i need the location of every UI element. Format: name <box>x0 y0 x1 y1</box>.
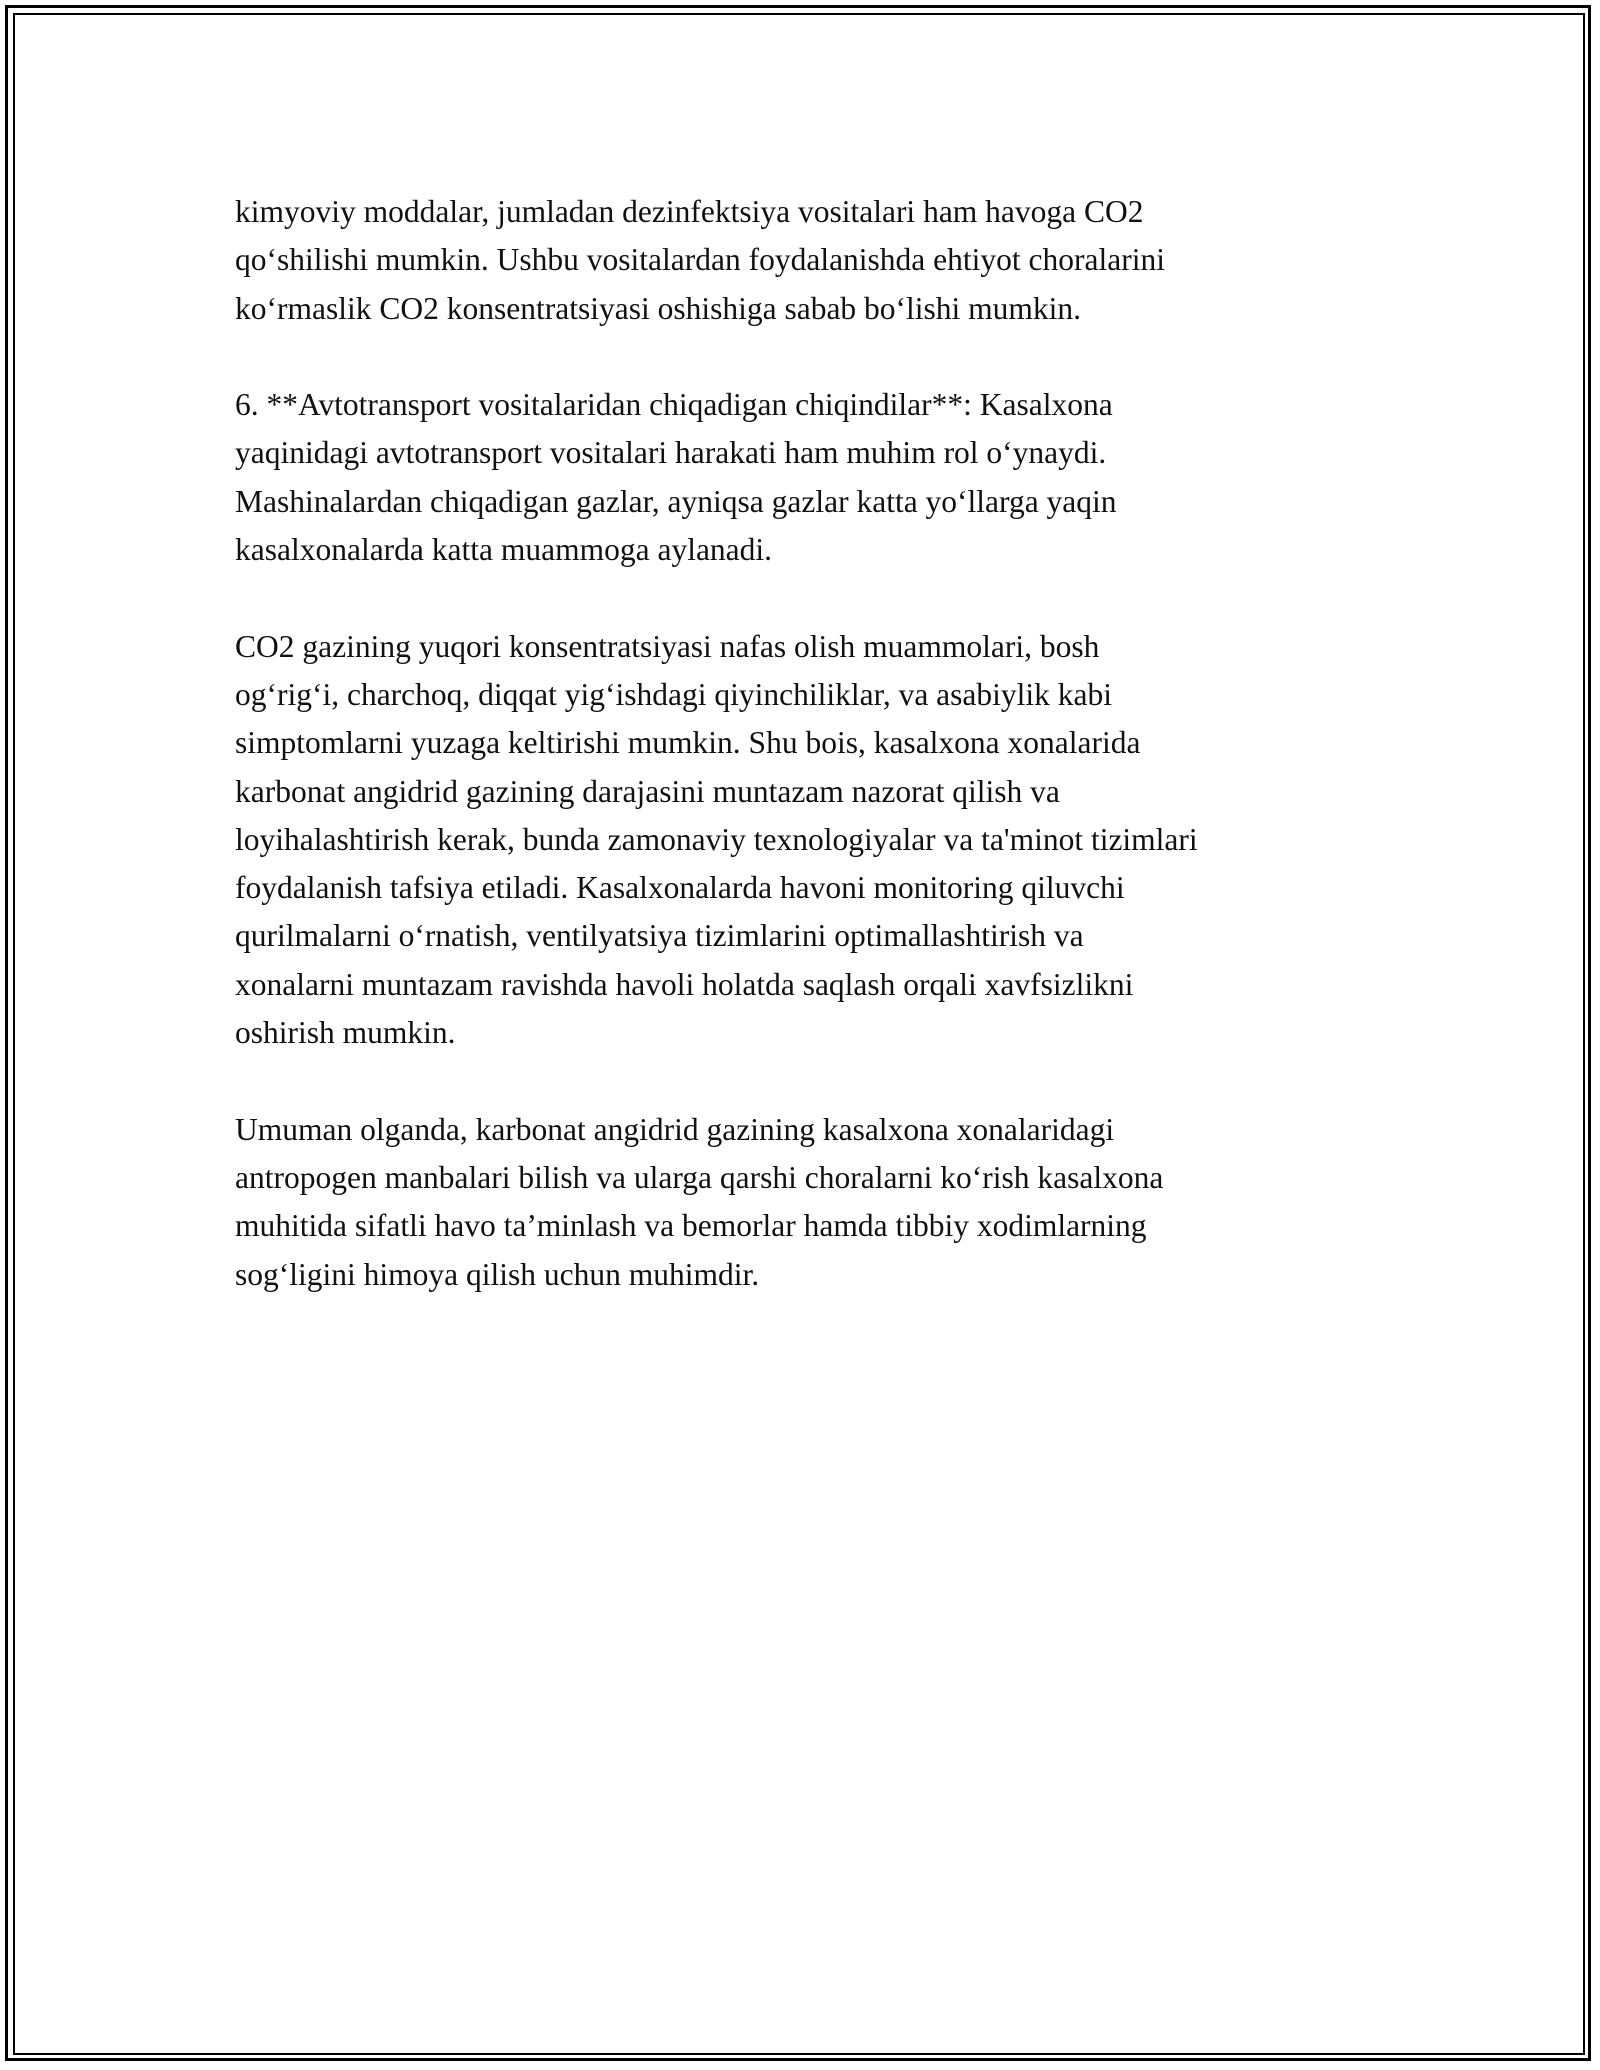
document-body <box>235 188 1395 1299</box>
paragraph-co2-health-effects: CO2 gazining yuqori konsentratsiyasi nafas olish muammolari, bosh og‘rig‘i, charchoq, diqqat yig‘ishdagi qiyinchiliklar, va asabiylik kabi simptomlarni yuzaga keltirishi mumkin. Shu bois, kasalxona xonalarida karbonat angidrid gazining darajasini muntazam nazorat qilish va loyihalashtirish kerak, bunda zamonaviy texnologiyalar va ta'minot tizimlari foydalanish tafsiya etiladi. Kasalxonalarda havoni monitoring qiluvchi qurilmalarni o‘rnatish, ventilyatsiya tizimlarini optimallashtirish va xonalarni muntazam ravishda havoli holatda saqlash orqali xavfsizlikni oshirish mumkin. <box>235 628 1198 1051</box>
paragraph-conclusion: Umuman olganda, karbonat angidrid gazining kasalxona xonalaridagi antropogen manbalari bilish va ularga qarshi choralarni ko‘rish kasalxona muhitida sifatli havo ta’minlash va bemorlar hamda tibbiy xodimlarning sog‘ligini himoya qilish uchun muhimdir. <box>235 1111 1164 1292</box>
paragraph-chemical-substances: kimyoviy moddalar, jumladan dezinfektsiya vositalari ham havoga CO2 qo‘shilishi mumkin. Ushbu vositalardan foydalanishda ehtiyot choralarini ko‘rmaslik CO2 konsentratsiyasi oshishiga sabab bo‘lishi mumkin. <box>235 194 1165 326</box>
paragraph-vehicle-emissions: 6. **Avtotransport vositalaridan chiqadigan chiqindilar**: Kasalxona yaqinidagi avtotransport vositalari harakati ham muhim rol o‘ynaydi. Mashinalardan chiqadigan gazlar, ayniqsa gazlar katta yo‘llarga yaqin kasalxonalarda katta muammoga aylanadi. <box>235 387 1117 568</box>
